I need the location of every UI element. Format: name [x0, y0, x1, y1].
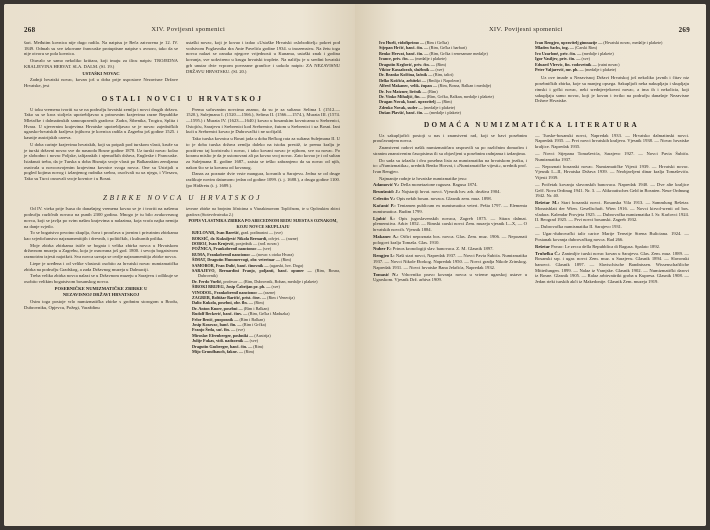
collector-role: (Rim) — [281, 257, 292, 263]
list-intro: izvrsne zbirke na brojnim ličnicima u Visnakimovom Topličnom, te u Općinskim zbirci gradova (Stotevdvatvaka 2.) — [186, 206, 340, 217]
collector-name: Rudolf Beckerić, banč. činv. — — [192, 311, 249, 317]
collector-role: (Rmlija i Napoleon) — [427, 77, 461, 83]
bibliography-entry: — Ugar.-dubrovački talir carice Marije Terezije Strena Buliciana. 1924. — Postanak kovanja dubrovačkog novca. Rad 266. — [535, 231, 689, 242]
collector-name: Dragan Novak, banč. upravitelj — — [379, 99, 442, 105]
bibliography-author: Adamović V.: — [373, 182, 401, 188]
collector-name: Ilelko Koščića, arhitekt — — [379, 77, 428, 83]
collector-name: Felor Brnić, puoposnik — — [192, 316, 240, 322]
paragraph: Tako turska kovnica u Bosni jada u doba Bečkog rata za sultana Sulejmana II. U to je doba turska država zemlja daleko na istoku prestiž, iz prema kralju je pozitivno taj koristvalu i novac, i tako kovani novac je njihom, sve su novac. Po koranu mislio je da je ustonovani ali pa kovao svoj novac. Zato kovao je i od sultan za Sulejmana II. godine 1687., zaista se teško zabranjeno da su novac od njih, nakon što se ta kovanu od kovanog. — [186, 136, 340, 170]
section2-columns — [24, 206, 341, 354]
bibliography-entry — [373, 216, 527, 233]
bibliography-text: Della monetazione ragusea. Ragusa 1874. — [400, 182, 478, 188]
running-title-left: XIV. Povijesni spomenici — [151, 26, 226, 33]
paragraph: Osim toga postoje vrlo numizmatička zbirke s grobnim storogom u Brodu, Dubrovniku, Opjevcu, Požegi, Varaždinu — [24, 299, 178, 310]
collector-name: ŠIROKI BRIJEG, Josip Čabrijan pr. ph. — — [192, 284, 272, 290]
bibliography-entry: — Dubrovačka numismatika II. Sarajevo 1931. — [535, 224, 623, 230]
bibliography-text: Najstariji hrvat. novci. Vjesnik hrv. arh. društva 1904. — [401, 189, 501, 195]
collector-name: Stjepan Hrčić, banč. čin. — — [379, 45, 430, 51]
collector-name: SARAJEVO, Bernardini Franjo, poljanti, banč. opuner — — [192, 267, 316, 273]
top-col-2 — [186, 40, 340, 90]
paragraph: Zadnji hrvatski novac, kovan još u doba prije uspostave Nezavisne Države Hrvatske, jest — [24, 77, 178, 88]
collector-role: (novac s otoka Hvara) — [256, 251, 294, 257]
collector-name: RUMA, Frankobrenil nancionoc — — [192, 251, 257, 257]
collector-role: (medalje i plakete) — [414, 56, 447, 62]
collector-name: Dalio Kukola, posebni, obr. fln. — — [192, 300, 254, 306]
collector-name: Eduard Vlrevic, fin. vodovetnik — — [535, 61, 598, 67]
collector-name: Dragutin Gasberger, banč. čin. — — [192, 343, 254, 349]
collector-role: (ugarski, hrv. Doga) — [269, 262, 304, 268]
collector-entries — [186, 230, 340, 354]
collector-role: (Rim i Grčka) — [425, 40, 449, 45]
collector-name: Dr. Ivo Matzner, liečnik — — [379, 88, 428, 94]
collector-role: (sve) — [249, 338, 258, 344]
list-heading: POPIS VLASTNIKA ZBIRKA PO ABECEDNOM REDU MJESTA S OZNAKOM, KOJU NOVCE SKUPLJAJU — [188, 218, 338, 229]
collector-role: (Austrija) — [254, 332, 271, 338]
paragraph: šari. Međutim kovnica nije dugo radila. Na natpisu je Beča zatvorena je 12. IV. 1849. Odmah su sve izkovane francuske protuptisne natpise s avnoro, tako da se nije otvoru se pola kovnica. — [24, 40, 178, 57]
collector-entry — [192, 268, 340, 279]
bibliography-author: Rengjeo I.: — [373, 253, 396, 259]
collector-role: (sve) — [271, 284, 280, 290]
paragraph: Treba velika zbirka novca nalazi se u Državnom muzeju u Sarajevu i odlikuje se osobito velikim bogatstvom bosanskog novca. — [24, 273, 178, 284]
bibliography-text: Vrhovniko pravo kovanja novca u vrieme ugarskoj ustave u Ugarskom. Vjesnik Drž. arhiva 1909. — [373, 271, 527, 283]
paragraph: To se bogatstvo prvotno skuplja, čuva i proučava u javnim i privatnim zbirkama kao svjedočanstvo najznamenitijih i drevnih, i političkih, i kulturnih prilika. — [24, 230, 178, 241]
collector-role: (Rim, Grčka i barbari) — [429, 45, 467, 51]
collector-name: Dušan Plavšić, banč. čin. — — [379, 110, 430, 116]
bibliography-author: Brunšmid: J.: — [373, 189, 402, 195]
bibliography-entries — [373, 182, 527, 283]
bibliography-text: Pavao: Le zecca della Repubblica di Ragusa. Spalato 1892. — [551, 243, 661, 249]
collector-name: Ivo Hurli, vidofiprimo — — [379, 40, 426, 45]
collector-name: BJELOVAR, Ivan Barešić, — [192, 230, 241, 236]
collector-name: ŠIMAT, Dragutin Hummervogi, obr. veterinar — — [192, 257, 282, 263]
bibliography-author: Truhelka Ć.: — [535, 250, 562, 256]
collector-role: (medalje i plakete) — [423, 104, 456, 110]
section-title-zbirke-novca: ZBIRKE NOVCA U HRVATSKOJ — [103, 194, 262, 203]
bibliography-text: Stari bosanski novci. Bosanska Vila 1913. — Sammlung Rešetar. Monatsblatt der Wien. Gesellschaft. Wien 1916. — Novci kirvol-srenii od bos. vladara. Kalendar Provjeta 1925. — Dubrovačka numizmatika I. Sr. Karlovci 1924. II. Beograd 1925. — Prvi novci bosanski. Zagreb 1932. — [535, 200, 689, 223]
collector-role: (sve) — [236, 327, 245, 333]
bibliography-entry — [535, 251, 689, 285]
collector-name: Ivan Rengjeo, upravitelj gimnazije — — [535, 40, 604, 45]
running-head-right — [373, 26, 690, 34]
collector-name: Dr. Vinko Mihaljić, fin. — — [379, 94, 427, 100]
collector-role: (rutni novac) — [597, 61, 620, 67]
bibliography-author: Nuber F.: — [373, 246, 393, 252]
paragraph: Moje zbirka zbirkama ističe se bogata i velika zbirka novca u Hrvatskom državnom muzeju u Zagrebu, koja je osnovana još god. 1800. i sevoju bogatstvom razmotrim izjesti najotkrit. Sva novca uzvaja se ovdje najznamenitija zbirke novca. — [24, 242, 178, 260]
collector-role: (Rim, taliri) — [433, 72, 454, 78]
bibliography-entry — [373, 253, 527, 270]
bibliography-entry — [373, 234, 527, 245]
bibliography-entry: — Potčetak kovanja slavonskih banovaca. Napredak 1940. — Dve alte kraljice Gelč. Nova Ordinag 1941. Nr. 3. — Altkroatisches Geld in Bosnien. Neue Ordnung 1942. Nr. 40. — [535, 181, 689, 199]
collector-name: Miroslav Efrenberger, posbniki — — [192, 332, 255, 338]
collector-role: (Rim i Venecija) — [267, 294, 295, 300]
paragraph: Najmanije radnje iz hrvatske numizmatike jesu: — [379, 175, 467, 181]
literature-columns — [373, 133, 690, 286]
bibliography-entry — [373, 203, 527, 214]
section1-columns — [24, 107, 341, 190]
paragraph: Uz ove imade u Nezavisnoj Državi Hrvatskoj još nekoliko javnih i čitav niz posebničkih zbirka, koje su manjeg opsega. Sakupljači neka nakupljaju i skupljaju rimski i grčki novac, neki srednjevjekovni novac, a ima ih i nekolicia, koji sakupljaju samo novac, koji je kovan i tvriko na području današnje Nezavisne Države Hrvatske. — [535, 75, 689, 104]
bibliography-author: Kačanić P.: — [373, 202, 398, 208]
bibliography-entry — [373, 272, 527, 283]
collector-role: (Rim) — [244, 349, 255, 355]
bibliography-text: Naši stari novci, Napredak 1937. — Novci Pavia Šubića. Numizmatika 1937. — Novci Nikole Đorkog. Napredak 1950. — Novci gradja Nikole Zrinskog. Napredak 1931. — Novci hrvatske Bana Jelačića, Napredak 1932. — [373, 253, 527, 270]
collector-name: Franjo Šeda, suć. fin. — — [192, 327, 237, 333]
collector-name: BOKSIĆ, dr. Kukuljević Nikola Bernardi, — [192, 235, 269, 241]
collector-name: ZAGREB, Boltižar Baričić, prist. činv. — — [192, 294, 268, 300]
collector-role: (Rim, Bosna, Balkan i medalje) — [438, 83, 492, 89]
collectors-list-left — [186, 206, 340, 354]
collector-name: Ivance, priv. čin. — — [379, 56, 415, 62]
bibliography-author: Makanec A.: — [373, 233, 401, 239]
book-spread — [4, 4, 706, 526]
collectors-list-right-1 — [373, 40, 527, 116]
top-columns — [24, 40, 341, 90]
collector-role: (sve) — [435, 67, 444, 73]
bibliography-entry — [373, 196, 527, 202]
collector-name: Benko Hervat, banč. čin. — — [379, 50, 430, 56]
bibliography-author: Ljubić Š.: — [373, 215, 399, 221]
bibliography-entry — [373, 189, 527, 195]
collector-name: VINODOL, Frankobrenil nancionoc — — [192, 289, 264, 295]
collector-role: (Rim) — [436, 61, 447, 67]
collector-role: profesor — (Rim, Dubrovnik, Bohan, medalje i plakete) — [223, 278, 318, 284]
collector-role: posjednik — (rođ. novac) — [235, 240, 279, 246]
collector-name: Zdenko Novak, suder — — [379, 104, 424, 110]
bibliography-text: Prinos kronologiji slav. banovaca. Z. M. Glasnik 1897. — [392, 246, 494, 252]
collector-entries — [373, 40, 527, 116]
bibliography-author: Rešetar M.: — [535, 200, 562, 206]
subheading-posebnicke-2: NEZAVISNOJ DRŽAVI HRVATSKOJ — [62, 292, 140, 298]
collector-name: Dr. Anton Knorr, posebni — — [192, 305, 244, 311]
collector-role: (Hrvatski novac, medalje i plakete) — [603, 40, 663, 45]
literature-col-1 — [373, 133, 527, 286]
section1-col-1 — [24, 107, 178, 190]
collector-name: Ivo Uzarloné, priv. čin. — — [535, 50, 583, 56]
bibliography-entries-col-2 — [535, 133, 689, 286]
bibliography-entry — [373, 182, 527, 188]
collector-name: SAMOBOR, Fran Dulić, banč. činovnik — — [192, 262, 270, 268]
collector-role: (Rim, Grčka, Balkan, medalje i plakete) — [426, 94, 494, 100]
collector-role: (Rim i Grčka) — [242, 322, 266, 327]
collector-role: (Rim) — [253, 300, 264, 306]
collector-name: Julije Fukas, vidi. nadzornik — — [192, 338, 250, 344]
bibliography-text: Opis nekih bosan. novaca. Glasnik zem. muz. 1898. — [396, 196, 492, 202]
paragraph: Prema sačuvanim novcima znamo, da su je za sultana: Selima I. (1512.—1520.), Sulejmana I. (1520.—1566.), Selima II. (1566.—1574.), Murata III. (1574.—1595.) i Murata IV. (1623.—1640.) kovao u bosanskim kovnicama u Srebrenici, Ostojiću, Sarajevu i Srebrenici kod Srebrenice, žutom u Srebrenici i uz Bosni. Izni kući u Srebrenici kovao je Dubrovački i ne uočijalil. — [186, 106, 340, 135]
collector-role: (Rim) — [427, 88, 438, 94]
right-top-columns — [373, 40, 690, 116]
collector-name: Peter Valjarević, mr. ph. — — [535, 67, 585, 73]
collector-role: grad. podinastni — (sve) — [240, 230, 283, 236]
bibliography-text: Opis jugoslavenskih novaca, Zagreb 1875. — Sitara dalmat. plemenstiva. Arkiv 1852. — Rimski carski novci Zem. muzeja vjesnik I—X, — O hrvatskih novcih. Vjesnik 1884. — [373, 215, 527, 232]
left-page — [4, 4, 355, 526]
collector-role: (medalje i plakete) — [584, 67, 617, 73]
paragraph: ustaški novac, koji je kovao i izdao »Ustaške Hrvatski osloboditelj« pokret pod vodstvom Poglavnika dra Ante Pavelića godine 1934. u inozemstvu. Na žetu toga novca nalazi se oznaka njegove vrijednosti u Kunama, ustaški znak i godina kovanja, sve uokvireno u krugu hrvatski troplete. Na naličju je u sredini hrvatski grb unutar dvie vrpcom povezane grančice i uokolo natpis: ZA NEZAVISNU DRŽAVU HRVATSKU. (Sl. 20.) — [186, 40, 340, 74]
collector-role: (sve) — [262, 246, 272, 252]
collector-role: (medalje i plakete) — [429, 110, 461, 116]
right-page — [355, 4, 706, 526]
collector-role: (Rim, Grčka i Maduzka) — [248, 311, 290, 317]
top-col-1 — [24, 40, 178, 90]
collector-role: (sve) — [581, 56, 590, 62]
paragraph: U toku vremena tvoriti su se na području hrvatski zemlja i novci drugih država. Tako su se kroz stoljeća upotrebljavao u prinovnim krajevima razne Republike Mletačke i dalmatinskih samoupravnih gradova: Zadra, Šibenika, Trogira, Splita i Hvara. U ujevernim krajevima Hrvatske upotrebljavao se je novac zajedničkih ugarsko-hrvatskih kraljeva (njihova je kovnica radila u Zagrebu još godine 1525. i kasnije austrijskih careva. — [24, 106, 178, 141]
running-head-left — [24, 26, 341, 34]
collector-name: Mijo Grundbauch, fakne. — — [192, 349, 245, 355]
collector-role: (Rim) — [441, 99, 452, 105]
section2-col-1 — [24, 206, 178, 354]
paragraph: Otuvalo se samo nekoliko kriitara, koji imaju za ilicu natpis: TROJEDNA KRALJEVINA HERVAT. SLA. DALM. (Sl. 19.) — [24, 58, 178, 69]
collector-name: Josip Kosovac, banč. fin. — — [192, 322, 243, 327]
collector-name: Dr. Branko Kolčina, lačnik — — [379, 72, 434, 78]
bibliography-entry — [535, 200, 689, 223]
bibliography-text: Tentamen publicum ex numismatica veteri. Pešta 1797. — Elementa numismatica. Budim 1799. — [373, 202, 527, 214]
page-number-left: 268 — [24, 26, 36, 34]
bibliography-entry — [535, 244, 689, 250]
collector-name: Viktor Kassalorah, službnik — — [379, 67, 436, 73]
bibliography-entry — [373, 246, 527, 252]
collector-name: POŽNICA, Frankobrenil nancionoc — — [192, 246, 263, 252]
collector-entries — [535, 40, 689, 72]
collector-name: Alfred Makanec, velik. župan — — [379, 83, 439, 89]
bibliography-entry: — Nepoznati bosanski novac. Numizmatičke Vijesti 1939. — Hrvatski novac. Vjesnik I—II, Hrvatska Država 1939. — Neobjavljeni dinar kralja Tomaševića. Vijesti 1939. — [535, 163, 689, 180]
paragraph: Znanstveni radovi našik numizmatičara raspravili su po različnim domaćim i stranim znanstvenim časopisima ili su objavljeni u posebnim radnjama i izdanjima. — [373, 145, 527, 156]
collector-entry — [192, 349, 340, 354]
bibliography-author: Rešetar — [535, 243, 552, 249]
collector-name: Igor Vasiljev, priv. čin. — — [535, 56, 582, 62]
collector-role: (Rim) — [253, 343, 264, 349]
section1-col-2 — [186, 107, 340, 190]
collector-role: (Rim i Balkan) — [239, 316, 265, 322]
bibliography-author: Celestin V.: — [373, 196, 397, 202]
collector-entry — [379, 110, 527, 115]
collector-name: DOBOJ, Ivan Krnjević, — [192, 240, 236, 246]
paragraph: Od IV. vieka prije Isusa do današnjeg vremena kovao se je i tvoriti na našemu području različnih novaca na punih 2300 godina. Mnogo je tu bilo avakovrsnog novca, koji se javlja po svim našim krajevima u nalazima, koja vraća najka nemija na danje svjetlo. — [24, 206, 178, 229]
bibliography-author: Tomasić N.: — [373, 271, 402, 277]
collector-role: (medalje i plakete) — [582, 50, 614, 56]
bibliography-text: Otčiri nepoznata bos. novca. Glas. Zem. muz. 1906. — Nepoznati pologovi kralja Tomaša. Glas. 1910. — [373, 233, 527, 245]
collector-role: (Rim i Balkan) — [243, 305, 269, 311]
collector-name: Dragutin Krglović, priv. čin. — — [379, 61, 436, 67]
collector-role: (Rim, Bosna, Dubrovnik) — [198, 267, 340, 279]
section-title-ostali-novci: OSTALI NOVCI U HRVATSKOJ — [101, 94, 264, 103]
collector-role: (Carski Rim) — [575, 45, 598, 51]
bibliography-entry: — Novci Stjepana Tomaševića, Sarajevo 1927. — Novci Pavia Šubića. Numizmatika 1937. — [535, 150, 689, 162]
paragraph: U doba carinje krajevima hrvatskih, koji su potpali pod turskom vlasti, kruže su je turski državni novac sve do nasnoda Bosne godine 1878. Uz turski novac kolao je slobodno i novac Poljske, talijanskih i njemačkih država, Engleske i Francuske. Istaknuti treba, da je Turska u doba Bismija svoje vlasti po Balkanskim zemljama osnivala u novoosvojenim krajevima kovnice svoga novca. One su Ustrijali u pogled kojima novog i izlanjenog rudnika srebra, osoćivali su uz njega, i Vlesava, Tako su Turci osnovali svoje kovnice i u Bosni. — [24, 141, 178, 182]
subheading-ustaski-novac: USTAŠKI NOVAC — [82, 70, 120, 76]
subheading-posebnicke-1: POSEBNIČKE NUMIZMATIČKE ZBIRKE U — [54, 285, 148, 291]
paragraph: Do sada su izlazila i dva posebna lista za numizmatiku na hrvatskom jeziku, i to: »Numizmatika«, urednik Benko Horvat, i »Numizmatičke vijesti«, urednik prof. Ivan Rengjeo. — [373, 157, 527, 174]
collector-role: (Rim, Grčka i renesansne medalje) — [429, 50, 488, 56]
collector-role: odvjet. — (razne) — [268, 235, 299, 241]
paragraph: Danas za poznate dvie vrste mangura, kovanih u Sarajevu. Jedna se od druge razlikuje novim datumom: jedan od godine 1099. (t. j. 1688.), a druga godine 1100. (po Hidžretu (t. j. 1689.). — [186, 171, 340, 188]
section-title-literatura: DOMAĆA NUMIZMATIČKA LITERATURA — [423, 120, 640, 129]
collectors-list-right-2 — [535, 40, 689, 116]
paragraph: Liepe je uređena i od velike vlastosti osobito za hrvatski novac numizmatička zbirka na području Gradskog, a zada Državnog muzeja u Dalmaciji. — [24, 260, 178, 272]
bibliography-entry: — Turske-bosanski novci, Napredak 1933. — Hrvatsko dalmatinski novci. Napredak 1935. — Prvi novci hrvatskih kraljeva. Vjesnik 1938. — Novac hrvatske kraljice. Napredak 1935. — [535, 132, 689, 150]
collector-name: Mladen Sachs, ing. — — [535, 45, 576, 51]
collector-name: Dr. Ferdo Vurlić, — [192, 278, 224, 284]
collector-role: (razne) — [263, 289, 276, 295]
paragraph: Uz sakupljačići postoji u nas i znanstveni rad, koji se bavi posebnim proučavanjem novca. — [373, 132, 527, 144]
running-title-right: XIV. Povijesni spomenici — [488, 26, 563, 33]
page-number-right: 269 — [678, 26, 690, 34]
bibliography-text: Zanimljiv turski novac kovan u Sarajevu. Glas. Zem. muz. 1889. — Bosanski srp. i ugar. novci Zem. muz. u Sarajevu. Glasnik 1894. — Slavonski banovci. Glasnik 1897. — Slavischische Bandnissen. Wissenschaftliche Mitteilungen. 1899. — Nalaz iz Vranjske. Glasnik 1902. — Numizmatički darovi iz Bosne. Glasnik 1905. — Ralaz arbirvatiriki groba u Kupresa. Glasnik 1908. — Jedan rieki turskih akči iz Makedonije. Glasnik Zem. muzeja 1919. — [535, 250, 689, 285]
